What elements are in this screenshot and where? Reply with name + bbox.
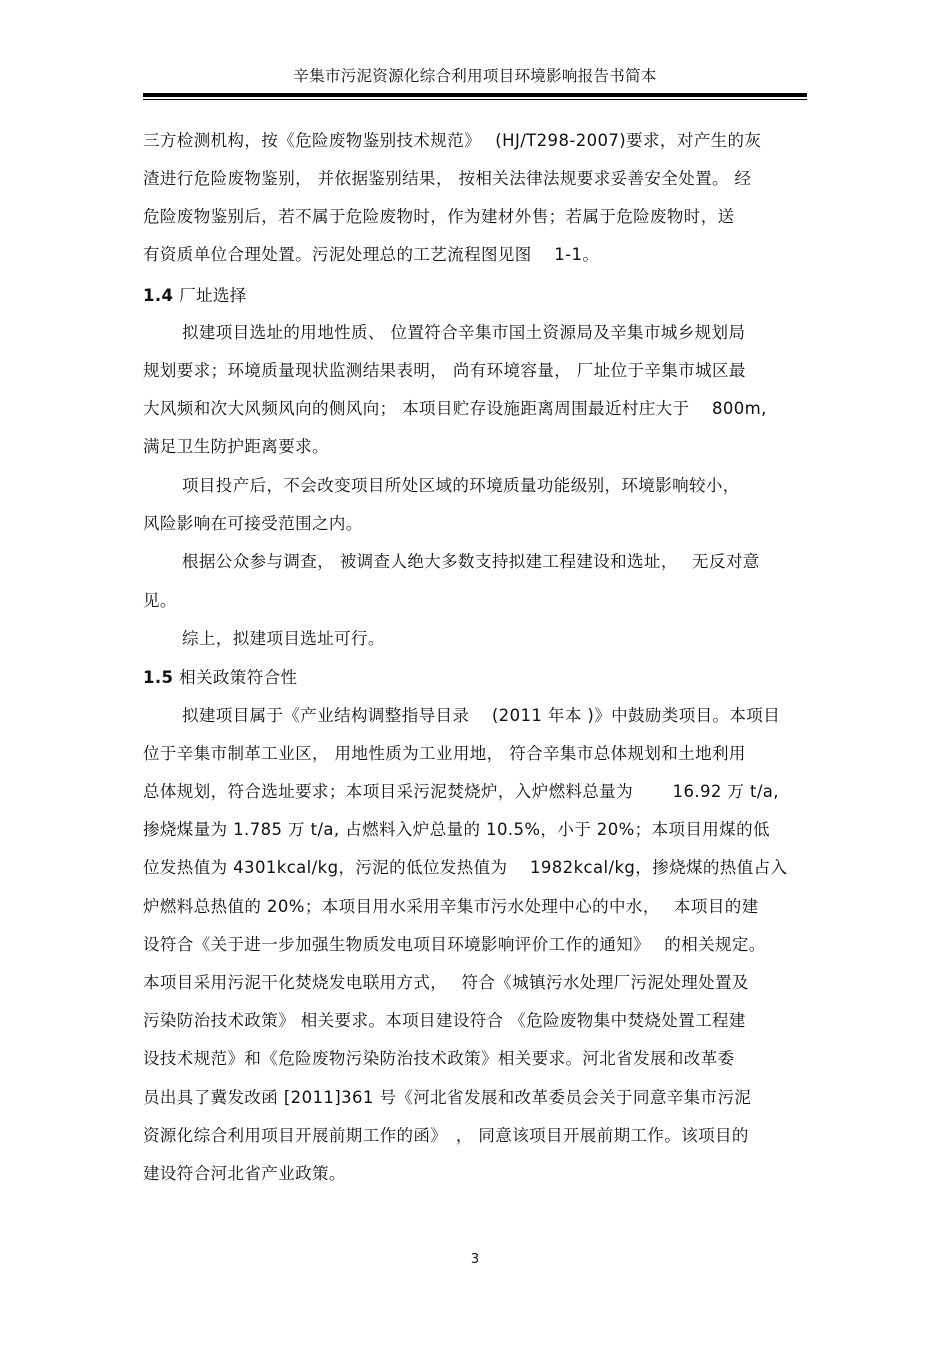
body-line: 大风频和次大风频风向的侧风向； 本项目贮存设施距离周围最近村庄大于 800m, [143, 399, 767, 418]
body-line: 拟建项目属于《产业结构调整指导目录 (2011 年本 )》中鼓励类项目。本项目 [182, 706, 781, 725]
body-line: 建设符合河北省产业政策。 [143, 1164, 346, 1183]
running-header: 辛集市污泥资源化综合利用项目环境影响报告书简本 [293, 67, 657, 85]
body-line: 见。 [143, 591, 177, 610]
body-line: 三方检测机构，按《危险废物鉴别技术规范》 (HJ/T298-2007)要求，对产生的灰 [143, 131, 762, 150]
body-line: 设技术规范》和《危险废物污染防治技术政策》相关要求。河北省发展和改革委 [143, 1049, 735, 1068]
body-line: 炉燃料总热值的 20%；本项目用水采用辛集市污水处理中心的中水， 本项目的建 [143, 897, 759, 916]
section-title: 厂址选择 [179, 286, 247, 305]
body-line: 满足卫生防护距离要求。 [143, 437, 329, 456]
section-number: 1.4 [143, 286, 174, 305]
body-line: 项目投产后，不会改变项目所处区域的环境质量功能级别，环境影响较小， [182, 476, 740, 495]
body-line: 规划要求；环境质量现状监测结果表明， 尚有环境容量， 厂址位于辛集市城区最 [143, 361, 746, 380]
body-line: 综上，拟建项目选址可行。 [182, 629, 385, 648]
body-line: 位发热值为 4301kcal/kg，污泥的低位发热值为 1982kcal/kg，掺烧煤的热值占入 [143, 858, 788, 877]
header-rule-thin [143, 99, 807, 100]
body-line: 掺烧煤量为 1.785 万 t/a, 占燃料入炉总量的 10.5%，小于 20%；本项目用煤的低 [143, 820, 770, 839]
section-heading-1-5 [143, 666, 297, 690]
body-line: 有资质单位合理处置。污泥处理总的工艺流程图见图 1-1。 [143, 245, 600, 264]
body-line: 资源化综合利用项目开展前期工作的函》 ， 同意该项目开展前期工作。该项目的 [143, 1126, 749, 1145]
body-line: 风险影响在可接受范围之内。 [143, 514, 363, 533]
body-line: 污染防治技术政策》 相关要求。本项目建设符合 《危险废物集中焚烧处置工程建 [143, 1011, 746, 1030]
body-line: 拟建项目选址的用地性质、 位置符合辛集市国土资源局及辛集市城乡规划局 [182, 323, 746, 342]
body-line: 本项目采用污泥干化焚烧发电联用方式， 符合《城镇污水处理厂污泥处理处置及 [143, 973, 749, 992]
section-number: 1.5 [143, 668, 174, 687]
body-line: 总体规划，符合选址要求；本项目采污泥焚烧炉，入炉燃料总量为 16.92 万 t/a, [143, 782, 779, 801]
body-line: 根据公众参与调查， 被调查人绝大多数支持拟建工程建设和选址， 无反对意 [182, 552, 760, 571]
section-title: 相关政策符合性 [179, 668, 298, 687]
body-line: 危险废物鉴别后，若不属于危险废物时，作为建材外售；若属于危险废物时，送 [143, 207, 735, 226]
body-line: 设符合《关于进一步加强生物质发电项目环境影响评价工作的通知》 的相关规定。 [143, 935, 766, 954]
section-heading-1-4 [143, 284, 247, 308]
page-number: 3 [470, 1252, 480, 1267]
body-line: 渣进行危险废物鉴别， 并依据鉴别结果， 按相关法律法规要求妥善安全处置。 经 [143, 169, 752, 188]
body-line: 员出具了冀发改函 [2011]361 号《河北省发展和改革委员会关于同意辛集市污泥 [143, 1088, 752, 1107]
body-line: 位于辛集市制革工业区， 用地性质为工业用地， 符合辛集市总体规划和土地利用 [143, 744, 746, 763]
header-rule-thick [143, 93, 807, 97]
